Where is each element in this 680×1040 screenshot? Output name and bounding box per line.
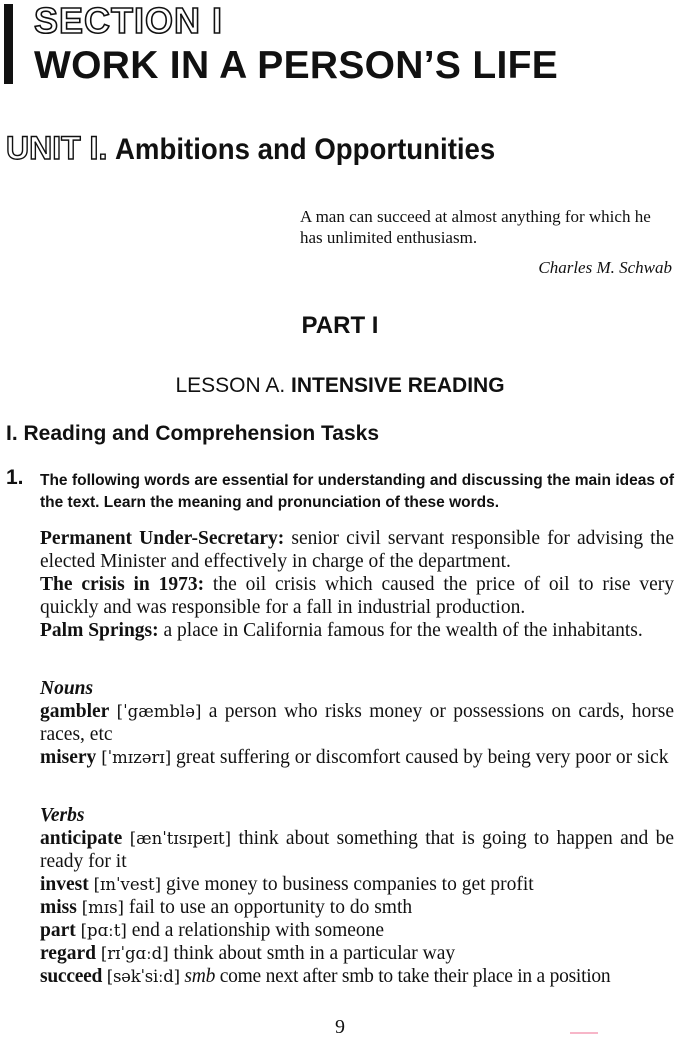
vocab-definition: fail to use an opportunity to do smth — [128, 897, 413, 918]
vocab-word: invest — [40, 874, 89, 895]
glossary-item — [40, 619, 674, 642]
vocab-word: miss — [40, 897, 77, 918]
vocab-definition: end a relationship with someone — [131, 920, 385, 941]
vocab-word: misery — [40, 747, 97, 768]
vocab-definition: think about smth in a particular way — [173, 943, 456, 964]
lesson-prefix: LESSON A. — [175, 374, 286, 397]
glossary-item — [40, 527, 674, 573]
verbs-list — [40, 804, 674, 988]
epigraph-quote: A man can succeed at almost anything for which he has unlimited enthusiasm. — [300, 207, 651, 247]
vocab-transcription: [ˈmɪzərɪ] — [101, 748, 172, 767]
part-heading: PART I — [301, 312, 379, 339]
verbs-heading: Verbs — [40, 805, 85, 826]
task-heading: I. Reading and Comprehension Tasks — [6, 422, 380, 445]
vocab-entry — [40, 919, 674, 942]
vocab-transcription: [səkˈsiːd] — [106, 967, 180, 986]
section-label: SECTION I — [34, 0, 224, 41]
vocab-transcription: [mɪs] — [81, 898, 124, 917]
section-bar — [4, 4, 13, 84]
vocab-definition: give money to business companies to get profit — [166, 874, 534, 895]
vocab-definition: think about something that is going to happen and be ready for it — [40, 828, 675, 872]
vocab-entry — [40, 746, 674, 769]
section-title: WORK IN A PERSON’S LIFE — [34, 44, 559, 87]
vocab-transcription: [rɪˈgɑːd] — [100, 944, 169, 963]
glossary-term: Palm Springs: — [40, 620, 159, 641]
vocab-entry — [40, 965, 674, 988]
glossary-definition: the oil crisis which caused the price of oil to rise very quickly and was responsible for a fall in industrial production. — [40, 574, 674, 618]
vocab-transcription: [ˈgæmblə] — [116, 702, 202, 721]
lesson-heading — [0, 374, 680, 398]
vocab-definition: come next after smb to take their place in a position — [219, 966, 611, 987]
exercise-number: 1. — [6, 466, 24, 489]
print-mark — [570, 1032, 598, 1034]
vocab-definition: great suffering or discomfort caused by being very poor or sick — [176, 747, 669, 768]
vocab-word: regard — [40, 943, 96, 964]
glossary-item — [40, 573, 674, 619]
vocab-definition: a person who risks money or possessions on cards, horse races, etc — [40, 701, 674, 745]
glossary-term: The crisis in 1973: — [40, 574, 205, 595]
unit-label: UNIT I. — [6, 130, 108, 166]
vocab-entry — [40, 942, 674, 965]
vocab-definition-emphasis: smb — [184, 966, 216, 987]
page-number: 9 — [335, 1016, 345, 1038]
vocab-entry — [40, 827, 674, 873]
glossary — [40, 527, 674, 642]
glossary-definition: a place in California famous for the wealth of the inhabitants. — [158, 620, 643, 641]
vocab-word: gambler — [40, 701, 110, 722]
vocab-word: succeed — [40, 966, 103, 987]
exercise-instruction: The following words are essential for understanding and discussing the main ideas of the text. Learn the meaning and pronunciation of these words. — [40, 472, 674, 511]
vocab-word: anticipate — [40, 828, 123, 849]
vocab-transcription: [pɑːt] — [80, 921, 127, 940]
lesson-title: INTENSIVE READING — [291, 374, 505, 397]
unit-title: Ambitions and Opportunities — [115, 133, 496, 166]
vocab-transcription: [ɪnˈvest] — [93, 875, 162, 894]
nouns-list — [40, 677, 674, 769]
glossary-term: Permanent Under-Secretary: — [40, 528, 285, 549]
vocab-word: part — [40, 920, 76, 941]
vocab-entry — [40, 896, 674, 919]
vocab-transcription: [ænˈtɪsɪpeɪt] — [129, 829, 232, 848]
vocab-entry — [40, 873, 674, 896]
glossary-definition: senior civil servant responsible for advising the elected Minister and effectively in charge of the department. — [40, 528, 674, 572]
epigraph-author: Charles M. Schwab — [538, 258, 672, 277]
unit-heading — [6, 128, 529, 175]
vocab-entry — [40, 700, 674, 746]
nouns-heading: Nouns — [40, 678, 94, 699]
